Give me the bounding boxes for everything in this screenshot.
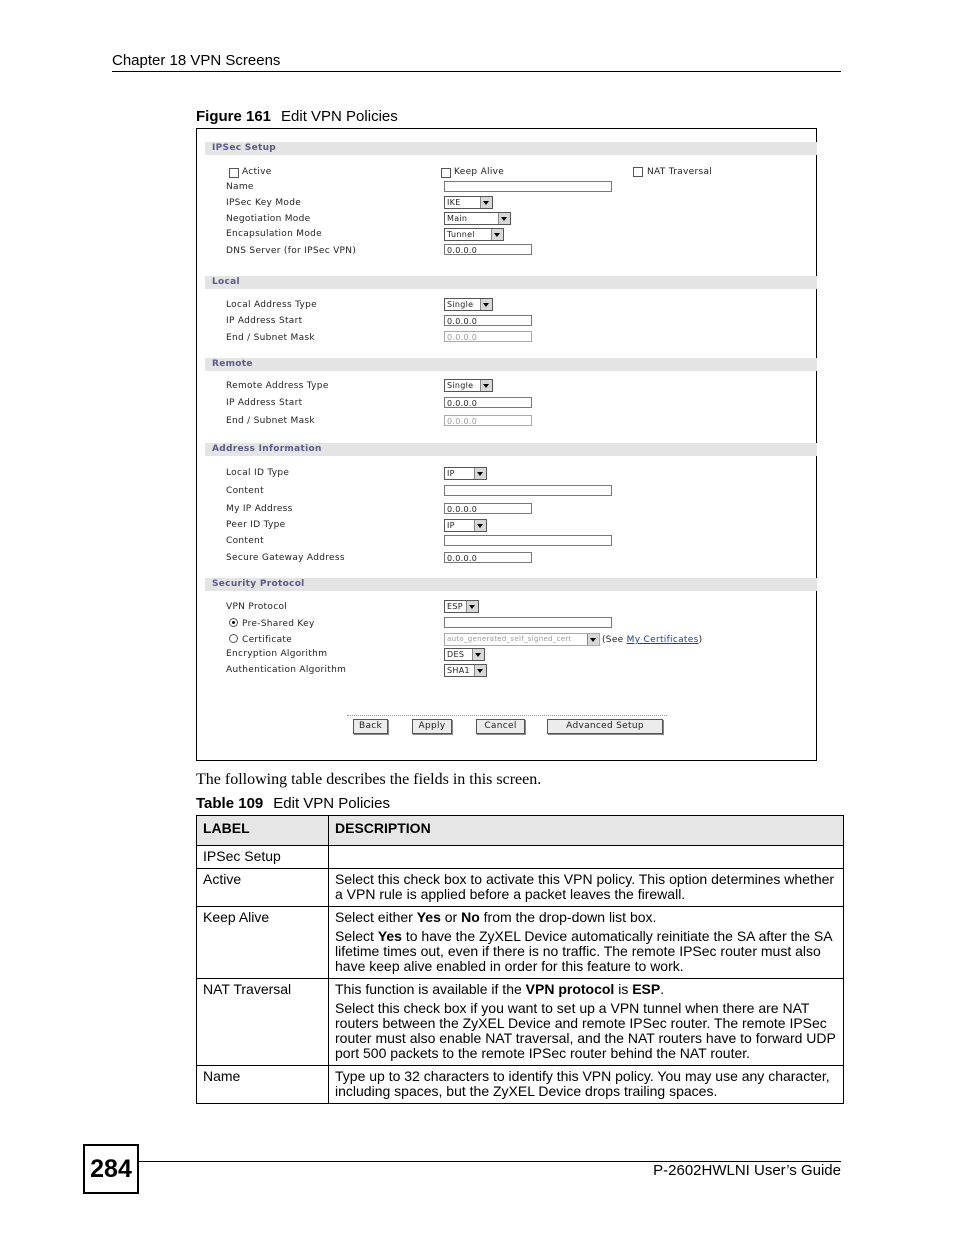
- name-input[interactable]: [444, 181, 612, 192]
- peer-id-type-select[interactable]: [444, 519, 487, 532]
- button-divider: [347, 715, 667, 716]
- chevron-down-icon: [474, 520, 486, 531]
- text: This function is available if the: [335, 981, 526, 997]
- chevron-down-icon: [472, 649, 484, 660]
- table-row: [197, 979, 844, 1066]
- encapsulation-mode-label: Encapsulation Mode: [226, 229, 322, 239]
- local-content-input[interactable]: [444, 485, 612, 496]
- local-ip-start-input[interactable]: 0.0.0.0: [444, 315, 532, 326]
- description-paragraph: [335, 910, 837, 925]
- guide-title: P-2602HWLNI User’s Guide: [653, 1162, 841, 1179]
- local-id-type-value: IP: [447, 469, 455, 478]
- encryption-algorithm-value: DES: [447, 650, 465, 659]
- apply-button[interactable]: Apply: [412, 719, 452, 734]
- ipsec-key-mode-select[interactable]: [444, 196, 493, 209]
- table-row: [197, 869, 844, 907]
- local-ip-start-label: IP Address Start: [226, 316, 303, 326]
- description-paragraph: [335, 982, 837, 997]
- peer-id-type-label: Peer ID Type: [226, 520, 286, 530]
- text: Select either: [335, 909, 417, 925]
- row-label: Keep Alive: [197, 907, 329, 979]
- table-caption: [196, 795, 390, 812]
- row-description: Select this check box to activate this VPN policy. This option determines whether a VPN rule is applied before a packet leaves the firewall.: [329, 869, 844, 907]
- certificate-select[interactable]: [444, 633, 600, 646]
- back-button[interactable]: Back: [353, 719, 388, 734]
- figure-label: Figure 161: [196, 108, 272, 125]
- chevron-down-icon: [491, 229, 503, 240]
- nat-traversal-checkbox[interactable]: [633, 167, 643, 177]
- row-description: [329, 907, 844, 979]
- chevron-down-icon: [474, 468, 486, 479]
- negotiation-mode-value: Main: [447, 214, 468, 223]
- my-ip-address-label: My IP Address: [226, 504, 293, 514]
- header-description: DESCRIPTION: [329, 816, 844, 846]
- edit-vpn-policies-screen: [196, 128, 817, 761]
- negotiation-mode-select[interactable]: [444, 212, 511, 225]
- table-row: [197, 907, 844, 979]
- remote-address-type-value: Single: [447, 381, 474, 390]
- local-address-type-label: Local Address Type: [226, 300, 317, 310]
- row-description: [329, 979, 844, 1066]
- remote-ip-start-input[interactable]: 0.0.0.0: [444, 397, 532, 408]
- section-remote: Remote: [205, 358, 817, 371]
- dns-server-input[interactable]: 0.0.0.0: [444, 244, 532, 255]
- bold-text: No: [461, 909, 480, 925]
- table-label: Table 109: [196, 795, 264, 812]
- section-security-protocol: Security Protocol: [205, 578, 817, 591]
- bold-text: ESP: [632, 981, 661, 997]
- pre-shared-key-label: Pre-Shared Key: [242, 619, 315, 629]
- text: Select: [335, 928, 378, 944]
- certificate-label: Certificate: [242, 635, 293, 645]
- row-label: NAT Traversal: [197, 979, 329, 1066]
- secure-gateway-label: Secure Gateway Address: [226, 553, 345, 563]
- fields-description-table: [196, 815, 844, 1104]
- local-id-type-label: Local ID Type: [226, 468, 290, 478]
- table-row: [197, 1066, 844, 1104]
- local-address-type-value: Single: [447, 300, 474, 309]
- see-certificates-note: [602, 635, 702, 645]
- bold-text: Yes: [377, 928, 402, 944]
- active-checkbox[interactable]: [229, 168, 239, 178]
- text: from the drop-down list box.: [479, 909, 657, 925]
- peer-content-label: Content: [226, 536, 264, 546]
- my-certificates-link[interactable]: My Certificates: [626, 635, 699, 645]
- pre-shared-key-radio[interactable]: [229, 618, 238, 627]
- page-number: 284: [83, 1144, 139, 1194]
- name-label: Name: [226, 182, 254, 192]
- text: is: [614, 981, 633, 997]
- cancel-button[interactable]: Cancel: [476, 719, 525, 734]
- encapsulation-mode-select[interactable]: [444, 228, 504, 241]
- remote-end-mask-label: End / Subnet Mask: [226, 416, 315, 426]
- dns-server-label: DNS Server (for IPSec VPN): [226, 246, 357, 256]
- local-address-type-select[interactable]: [444, 298, 493, 311]
- authentication-algorithm-value: SHA1: [447, 666, 470, 675]
- bold-text: VPN protocol: [525, 981, 615, 997]
- table-header-row: [197, 816, 844, 846]
- secure-gateway-input[interactable]: 0.0.0.0: [444, 552, 532, 563]
- encapsulation-mode-value: Tunnel: [447, 230, 475, 239]
- encryption-algorithm-label: Encryption Algorithm: [226, 649, 328, 659]
- local-end-mask-input[interactable]: 0.0.0.0: [444, 331, 532, 342]
- section-local: Local: [205, 276, 817, 289]
- row-description: [329, 846, 844, 869]
- nat-traversal-label: NAT Traversal: [647, 167, 713, 177]
- chevron-down-icon: [498, 213, 510, 224]
- peer-id-type-value: IP: [447, 521, 455, 530]
- encryption-algorithm-select[interactable]: [444, 648, 485, 661]
- table-row: [197, 846, 844, 869]
- local-end-mask-label: End / Subnet Mask: [226, 333, 315, 343]
- vpn-protocol-value: ESP: [447, 602, 463, 611]
- row-label: Active: [197, 869, 329, 907]
- bold-text: Yes: [416, 909, 441, 925]
- chevron-down-icon: [587, 634, 599, 645]
- peer-content-input[interactable]: [444, 535, 612, 546]
- text: .: [660, 981, 665, 997]
- figure-caption: [196, 108, 398, 125]
- local-id-type-select[interactable]: [444, 467, 487, 480]
- section-address-information: Address Information: [205, 443, 817, 456]
- certificate-radio[interactable]: [229, 634, 238, 643]
- row-description: Type up to 32 characters to identify this VPN policy. You may use any character, including spaces, but the ZyXEL Device drops trailing spaces.: [329, 1066, 844, 1104]
- header-rule: [112, 71, 841, 72]
- active-label: Active: [242, 167, 272, 177]
- chevron-down-icon: [480, 380, 492, 391]
- table-title: Edit VPN Policies: [273, 795, 390, 812]
- section-ipsec-setup: IPSec Setup: [205, 142, 817, 155]
- authentication-algorithm-select[interactable]: [444, 664, 487, 677]
- header-label: LABEL: [197, 816, 329, 846]
- keep-alive-label: Keep Alive: [454, 167, 505, 177]
- figure-title: Edit VPN Policies: [281, 108, 398, 125]
- remote-ip-start-label: IP Address Start: [226, 398, 303, 408]
- see-suffix: ): [698, 635, 703, 645]
- row-label: Name: [197, 1066, 329, 1104]
- remote-end-mask-input[interactable]: 0.0.0.0: [444, 415, 532, 426]
- local-content-label: Content: [226, 486, 264, 496]
- chapter-header: Chapter 18 VPN Screens: [112, 52, 281, 69]
- description-paragraph: Select this check box if you want to set up a VPN tunnel when there are NAT routers between the ZyXEL Device and remote IPSec router. The remote IPSec router must also enable NAT traversal, and the NAT routers have to forward UDP port 500 packets to the remote IPSec router behind the NAT router.: [335, 1000, 836, 1061]
- chevron-down-icon: [474, 665, 486, 676]
- ipsec-key-mode-value: IKE: [447, 198, 461, 207]
- ipsec-key-mode-label: IPSec Key Mode: [226, 198, 302, 208]
- vpn-protocol-label: VPN Protocol: [226, 602, 288, 612]
- chevron-down-icon: [466, 601, 478, 612]
- description-paragraph: [335, 929, 837, 974]
- pre-shared-key-input[interactable]: [444, 617, 612, 628]
- authentication-algorithm-label: Authentication Algorithm: [226, 665, 347, 675]
- chevron-down-icon: [480, 197, 492, 208]
- remote-address-type-select[interactable]: [444, 379, 493, 392]
- text: to have the ZyXEL Device automatically reinitiate the SA after the SA lifetime times out, even if there is no traffic. The remote IPSec router must also have keep alive enabled in order for this feature to work.: [335, 928, 832, 974]
- chevron-down-icon: [480, 299, 492, 310]
- text: or: [440, 909, 462, 925]
- my-ip-address-input[interactable]: 0.0.0.0: [444, 503, 532, 514]
- negotiation-mode-label: Negotiation Mode: [226, 214, 311, 224]
- row-label: IPSec Setup: [197, 846, 329, 869]
- advanced-setup-button[interactable]: Advanced Setup: [547, 719, 663, 734]
- intro-text: The following table describes the fields in this screen.: [196, 771, 542, 788]
- keep-alive-checkbox[interactable]: [441, 168, 451, 178]
- vpn-protocol-select[interactable]: [444, 600, 479, 613]
- certificate-value: auto_generated_self_signed_cert: [447, 635, 572, 643]
- see-prefix: (See: [602, 635, 624, 645]
- remote-address-type-label: Remote Address Type: [226, 381, 329, 391]
